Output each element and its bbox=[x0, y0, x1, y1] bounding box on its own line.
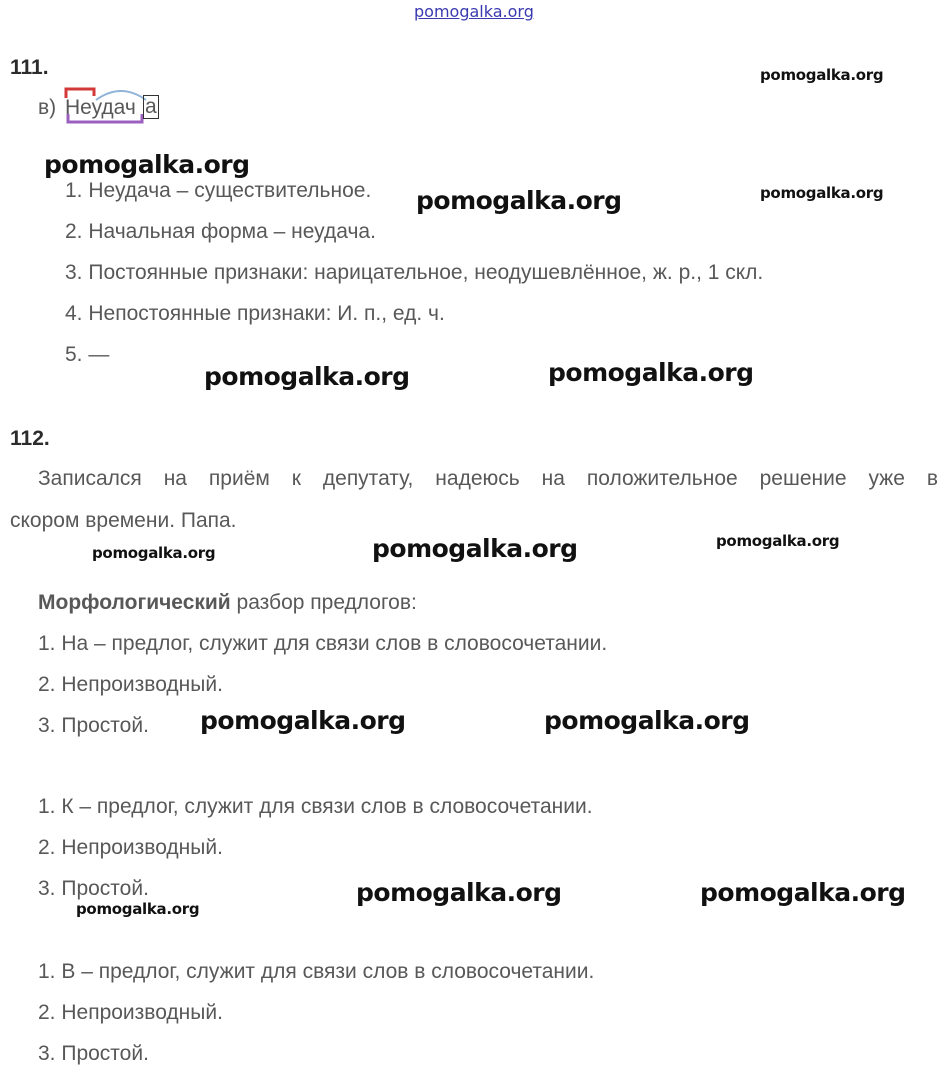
task-111-item: 1. Неудача – существительное. bbox=[65, 179, 372, 202]
word-stem: Неудач bbox=[65, 96, 136, 119]
word-analysis bbox=[38, 84, 178, 130]
analysis-heading bbox=[38, 591, 417, 615]
watermark: pomogalka.org bbox=[200, 706, 406, 735]
analysis-item: 3. Простой. bbox=[38, 877, 149, 900]
analysis-item: 1. К – предлог, служит для связи слов в словосочетании. bbox=[38, 795, 593, 818]
watermark: pomogalka.org bbox=[92, 544, 216, 562]
task-111-number: 111. bbox=[10, 56, 49, 79]
analysis-item: 2. Непроизводный. bbox=[38, 836, 223, 859]
watermark: pomogalka.org bbox=[716, 532, 840, 550]
task-111-item: 2. Начальная форма – неудача. bbox=[65, 220, 376, 243]
analysis-item: 1. На – предлог, служит для связи слов в словосочетании. bbox=[38, 632, 608, 655]
task-111-item: 4. Непостоянные признаки: И. п., ед. ч. bbox=[65, 302, 445, 325]
analysis-heading-bold: Морфологический bbox=[38, 591, 231, 614]
task-112-number: 112. bbox=[10, 427, 50, 450]
analysis-item: 3. Простой. bbox=[38, 714, 149, 737]
task-111-item: 5. — bbox=[65, 343, 110, 366]
watermark: pomogalka.org bbox=[416, 186, 622, 215]
analysis-item: 2. Непроизводный. bbox=[38, 673, 223, 696]
analysis-heading-rest: разбор предлогов: bbox=[230, 591, 417, 614]
watermark: pomogalka.org bbox=[760, 184, 884, 202]
watermark: pomogalka.org bbox=[372, 534, 578, 563]
word-ending: а bbox=[145, 95, 157, 118]
task-112-sentence-line1: Записался на приём к депутату, надеюсь на положительное решение уже в bbox=[38, 467, 938, 490]
watermark: pomogalka.org bbox=[204, 362, 410, 391]
watermark: pomogalka.org bbox=[356, 878, 562, 907]
watermark: pomogalka.org bbox=[548, 358, 754, 387]
watermark: pomogalka.org bbox=[544, 706, 750, 735]
analysis-item: 2. Непроизводный. bbox=[38, 1001, 223, 1024]
watermark: pomogalka.org bbox=[44, 150, 250, 179]
watermark: pomogalka.org bbox=[760, 66, 884, 84]
task-111-item: 3. Постоянные признаки: нарицательное, неодушевлённое, ж. р., 1 скл. bbox=[65, 261, 764, 284]
analysis-item: 3. Простой. bbox=[38, 1042, 149, 1065]
watermark: pomogalka.org bbox=[76, 900, 200, 918]
task-112-sentence-line2: скором времени. Папа. bbox=[10, 509, 237, 532]
analysis-item: 1. В – предлог, служит для связи слов в словосочетании. bbox=[38, 960, 595, 983]
word-prefix-label: в) bbox=[38, 96, 57, 119]
watermark: pomogalka.org bbox=[700, 878, 906, 907]
site-link[interactable]: pomogalka.org bbox=[414, 2, 534, 21]
